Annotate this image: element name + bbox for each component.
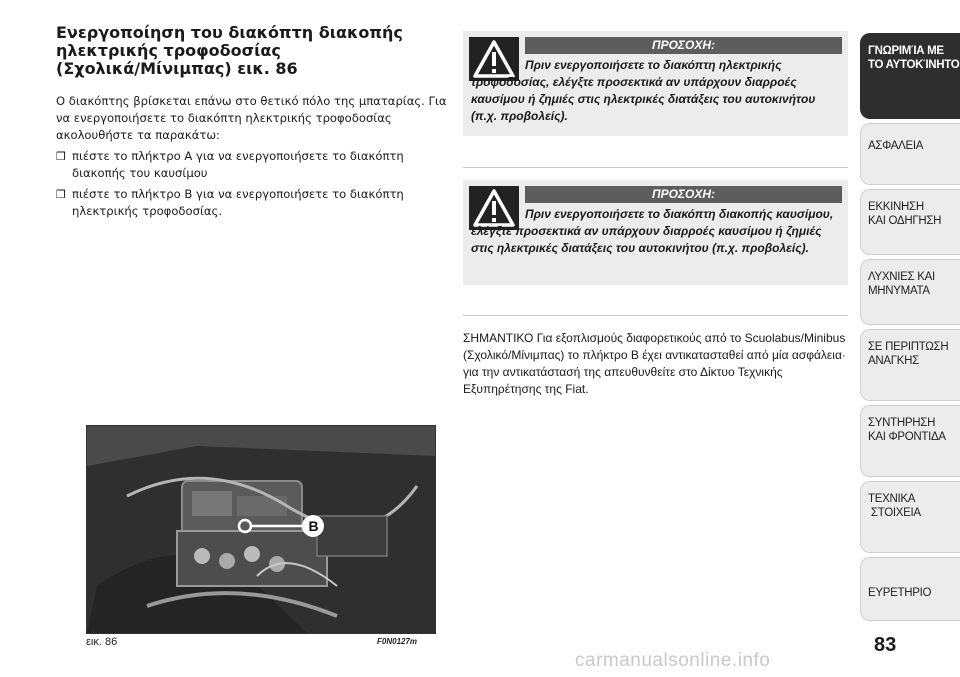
warning-box-1	[463, 31, 848, 136]
tab-starting-driving[interactable]	[860, 189, 960, 255]
checkbox-bullet-icon: ❒	[56, 188, 66, 201]
tab-label: ΕΚΚΙΝΗΣΗ	[868, 201, 924, 213]
title-line-2: ηλεκτρικής τροφοδοσίας	[56, 41, 281, 60]
divider	[463, 315, 848, 316]
battery-switch-photo	[86, 425, 436, 634]
page-number: 83	[874, 634, 897, 656]
tab-label: ΣΕ ΠΕΡΙΠΤΩΣΗ	[868, 341, 949, 353]
tab-label: ΜΗΝΥΜΑΤΑ	[868, 285, 930, 297]
tab-technical-data[interactable]	[860, 481, 960, 553]
list-item	[56, 148, 448, 182]
divider	[463, 167, 848, 168]
figure-code: F0N0127m	[377, 637, 418, 646]
tab-label: ΚΑΙ ΦΡΟΝΤΙΔΑ	[868, 431, 946, 443]
tab-getting-to-know[interactable]	[860, 33, 960, 119]
tab-label: ΤΕΧΝΙΚΑ	[868, 493, 916, 505]
tab-label: ΤΟ ΑΥΤΟΚΊΝΗΤΟ	[868, 59, 960, 71]
tab-label: ΛΥΧΝΙΕΣ ΚΑΙ	[868, 271, 935, 283]
section-title	[56, 24, 436, 78]
watermark: carmanualsonline.info	[575, 650, 771, 671]
bullet-text: πιέστε το πλήκτρο A για να ενεργοποιήσετε το διακόπτη διακοπής του καυσίμου	[72, 149, 404, 180]
figure-caption: εικ. 86	[86, 636, 118, 648]
tab-emergency[interactable]	[860, 329, 960, 401]
tab-label: ΣΤΟΙΧΕΙΑ	[868, 507, 921, 519]
warning-text: Πριν ενεργοποιήσετε το διακόπτη διακοπής καυσίμου, ελέγξτε προσεκτικά αν υπάρχουν διαρροές καυσίμου ή ζημιές στις ηλεκτρικές διατάξεις του αυτοκινήτου (π.χ. προβολείς).	[471, 207, 834, 255]
list-item	[56, 186, 448, 220]
tab-lights-messages[interactable]	[860, 259, 960, 325]
section-body	[56, 93, 448, 220]
bullet-text: πιέστε το πλήκτρο B για να ενεργοποιήσετε το διακόπτη ηλεκτρικής τροφοδοσίας.	[72, 187, 404, 218]
tab-label: ΑΝΑΓΚΗΣ	[868, 355, 919, 367]
tab-label: ΕΥΡΕΤΗΡΙΟ	[868, 587, 932, 599]
tab-label: ΚΑΙ ΟΔΗΓΗΣΗ	[868, 215, 942, 227]
title-line-3: (Σχολικά/Μίνιμπας) εικ. 86	[56, 59, 298, 78]
tab-maintenance[interactable]	[860, 405, 960, 477]
callout-label: B	[308, 518, 319, 534]
tab-label: ΑΣΦΑΛΕΙΑ	[868, 140, 924, 152]
checkbox-bullet-icon: ❒	[56, 150, 66, 163]
warning-text: Πριν ενεργοποιήσετε το διακόπτη ηλεκτρικής τροφοδοσίας, ελέγξτε προσεκτικά αν υπάρχουν διαρροές καυσίμου ή ζημιές στις ηλεκτρικές διατάξεις του αυτοκινήτου (π.χ. προβολείς).	[471, 58, 816, 123]
important-note: ΣΗΜΑΝΤΙΚΟ Για εξοπλισμούς διαφορετικούς από το Scuolabus/Minibus (Σχολικό/Μίνιμπας) το πλήκτρο B έχει αντικατασταθεί από μία ασφάλεια· για την αντικατάστασή της απευθυνθείτε στο Δίκτυο Τεχνικής Εξυπηρέτησης της Fiat.	[463, 331, 846, 396]
tab-label: ΓΝΩΡΙΜΊΑ ΜΕ	[868, 45, 944, 57]
warning-box-2	[463, 180, 848, 285]
warning-heading: ΠΡΟΣΟΧΗ:	[525, 186, 842, 203]
tab-index[interactable]	[860, 557, 960, 621]
warning-heading: ΠΡΟΣΟΧΗ:	[525, 37, 842, 54]
tab-label: ΣΥΝΤΗΡΗΣΗ	[868, 417, 936, 429]
intro-paragraph: Ο διακόπτης βρίσκεται επάνω στο θετικό πόλο της μπαταρίας. Για να ενεργοποιήσετε το διακόπτη ηλεκτρικής τροφοδοσίας ακολουθήστε τα παρακάτω:	[56, 94, 447, 142]
title-line-1: Ενεργοποίηση του διακόπτη διακοπής	[56, 23, 403, 42]
tab-safety[interactable]	[860, 123, 960, 185]
